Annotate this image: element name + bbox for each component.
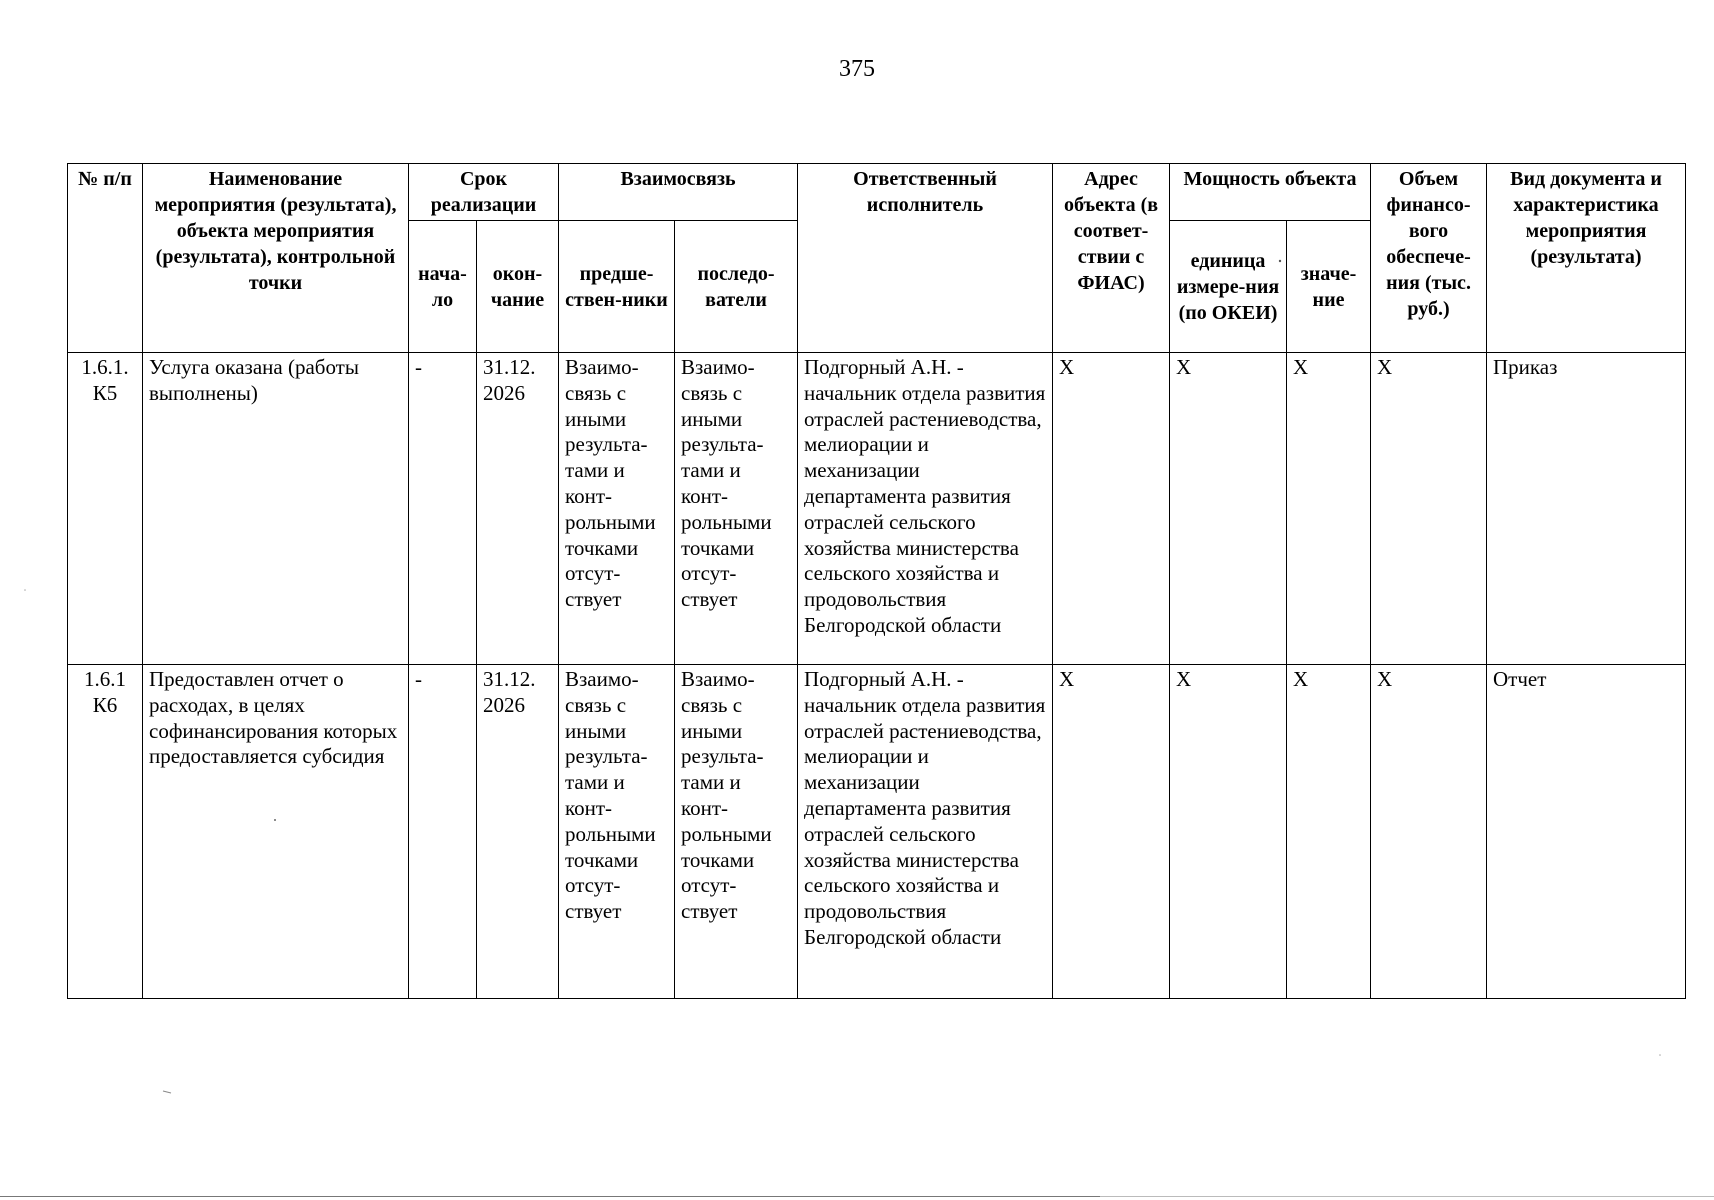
col-header-term-start-text: нача-ло [418,262,467,311]
cell-successors: Взаимо-связь с иными результа-тами и конт-рольными точками отсут-ствует [675,353,798,665]
col-header-term-end [477,221,559,353]
speck [163,1091,171,1093]
cell-successors: Взаимо-связь с иными результа-тами и конт-рольными точками отсут-ствует [675,665,798,999]
col-header-address-text: Адрес объекта (в соответ-ствии с ФИАС) [1063,168,1159,294]
col-header-finance-text: Объем финансо-вого обеспече-ния (тыс. руб.) [1386,168,1471,320]
cell-doc-type: Приказ [1487,353,1686,665]
cell-num: 1.6.1 К6 [68,665,143,999]
cell-predecessors: Взаимо-связь с иными результа-тами и конт-рольными точками отсут-ствует [559,665,675,999]
table-row [68,665,1686,999]
col-header-doc-type [1487,164,1686,353]
cell-responsible: Подгорный А.Н. - начальник отдела развития отраслей растениеводства, мелиорации и механизации департамента развития отраслей сельского хозяйства министерства сельского хозяйства и продовольствия Белгородской области [798,665,1053,999]
col-header-term-start [409,221,477,353]
cell-name: Услуга оказана (работы выполнены) [143,353,409,665]
cell-finance: X [1371,665,1487,999]
col-header-successors-text: последо-ватели [697,262,775,311]
cell-end: 31.12. 2026 [477,353,559,665]
cell-value: X [1287,665,1371,999]
cell-unit: X [1170,665,1287,999]
cell-unit: X [1170,353,1287,665]
col-header-predecessors-text: предше-ствен-ники [565,262,668,311]
cell-address: X [1053,665,1170,999]
col-header-successors [675,221,798,353]
table-row [68,353,1686,665]
table-body [68,353,1686,999]
cell-start: - [409,665,477,999]
col-header-capacity-text: Мощность объекта [1183,168,1357,190]
col-header-name [143,164,409,353]
cell-address: X [1053,353,1170,665]
cell-num: 1.6.1. К5 [68,353,143,665]
col-header-responsible [798,164,1053,353]
col-header-value-text: значе-ние [1300,262,1357,311]
col-header-term-text: Срок реализации [430,168,537,216]
table-header [68,164,1686,353]
col-header-term [409,164,559,221]
cell-predecessors: Взаимо-связь с иными результа-тами и конт-рольными точками отсут-ствует [559,353,675,665]
col-header-unit-text: единица измере-ния (по ОКЕИ) [1176,249,1280,324]
cell-start: - [409,353,477,665]
col-header-capacity [1170,164,1371,221]
scan-edge-line [0,1196,1100,1197]
speck [24,589,26,591]
col-header-name-text: Наименование мероприятия (результата), объекта мероприятия (результата), контрольной точки [154,168,397,294]
page-number: 375 [839,56,875,82]
speck [1659,1054,1661,1056]
col-header-relation [559,164,798,221]
col-header-finance [1371,164,1487,353]
col-header-value [1287,221,1371,353]
col-header-address [1053,164,1170,353]
cell-responsible: Подгорный А.Н. - начальник отдела развития отраслей растениеводства, мелиорации и механизации департамента развития отраслей сельского хозяйства министерства сельского хозяйства и продовольствия Белгородской области [798,353,1053,665]
events-table [67,163,1686,999]
col-header-num-text: № п/п [78,168,132,190]
col-header-term-end-text: окон-чание [490,262,545,311]
col-header-responsible-text: Ответственный исполнитель [853,168,997,216]
cell-doc-type: Отчет [1487,665,1686,999]
col-header-num [68,164,143,353]
cell-finance: X [1371,353,1487,665]
scan-edge-line-faint [1100,1196,1714,1197]
col-header-unit [1170,221,1287,353]
cell-name: Предоставлен отчет о расходах, в целях софинансирования которых предоставляется субсидия [143,665,409,999]
cell-value: X [1287,353,1371,665]
col-header-predecessors [559,221,675,353]
cell-end: 31.12. 2026 [477,665,559,999]
col-header-doc-type-text: Вид документа и характеристика мероприятия (результата) [1510,168,1662,268]
col-header-relation-text: Взаимосвязь [620,168,736,190]
